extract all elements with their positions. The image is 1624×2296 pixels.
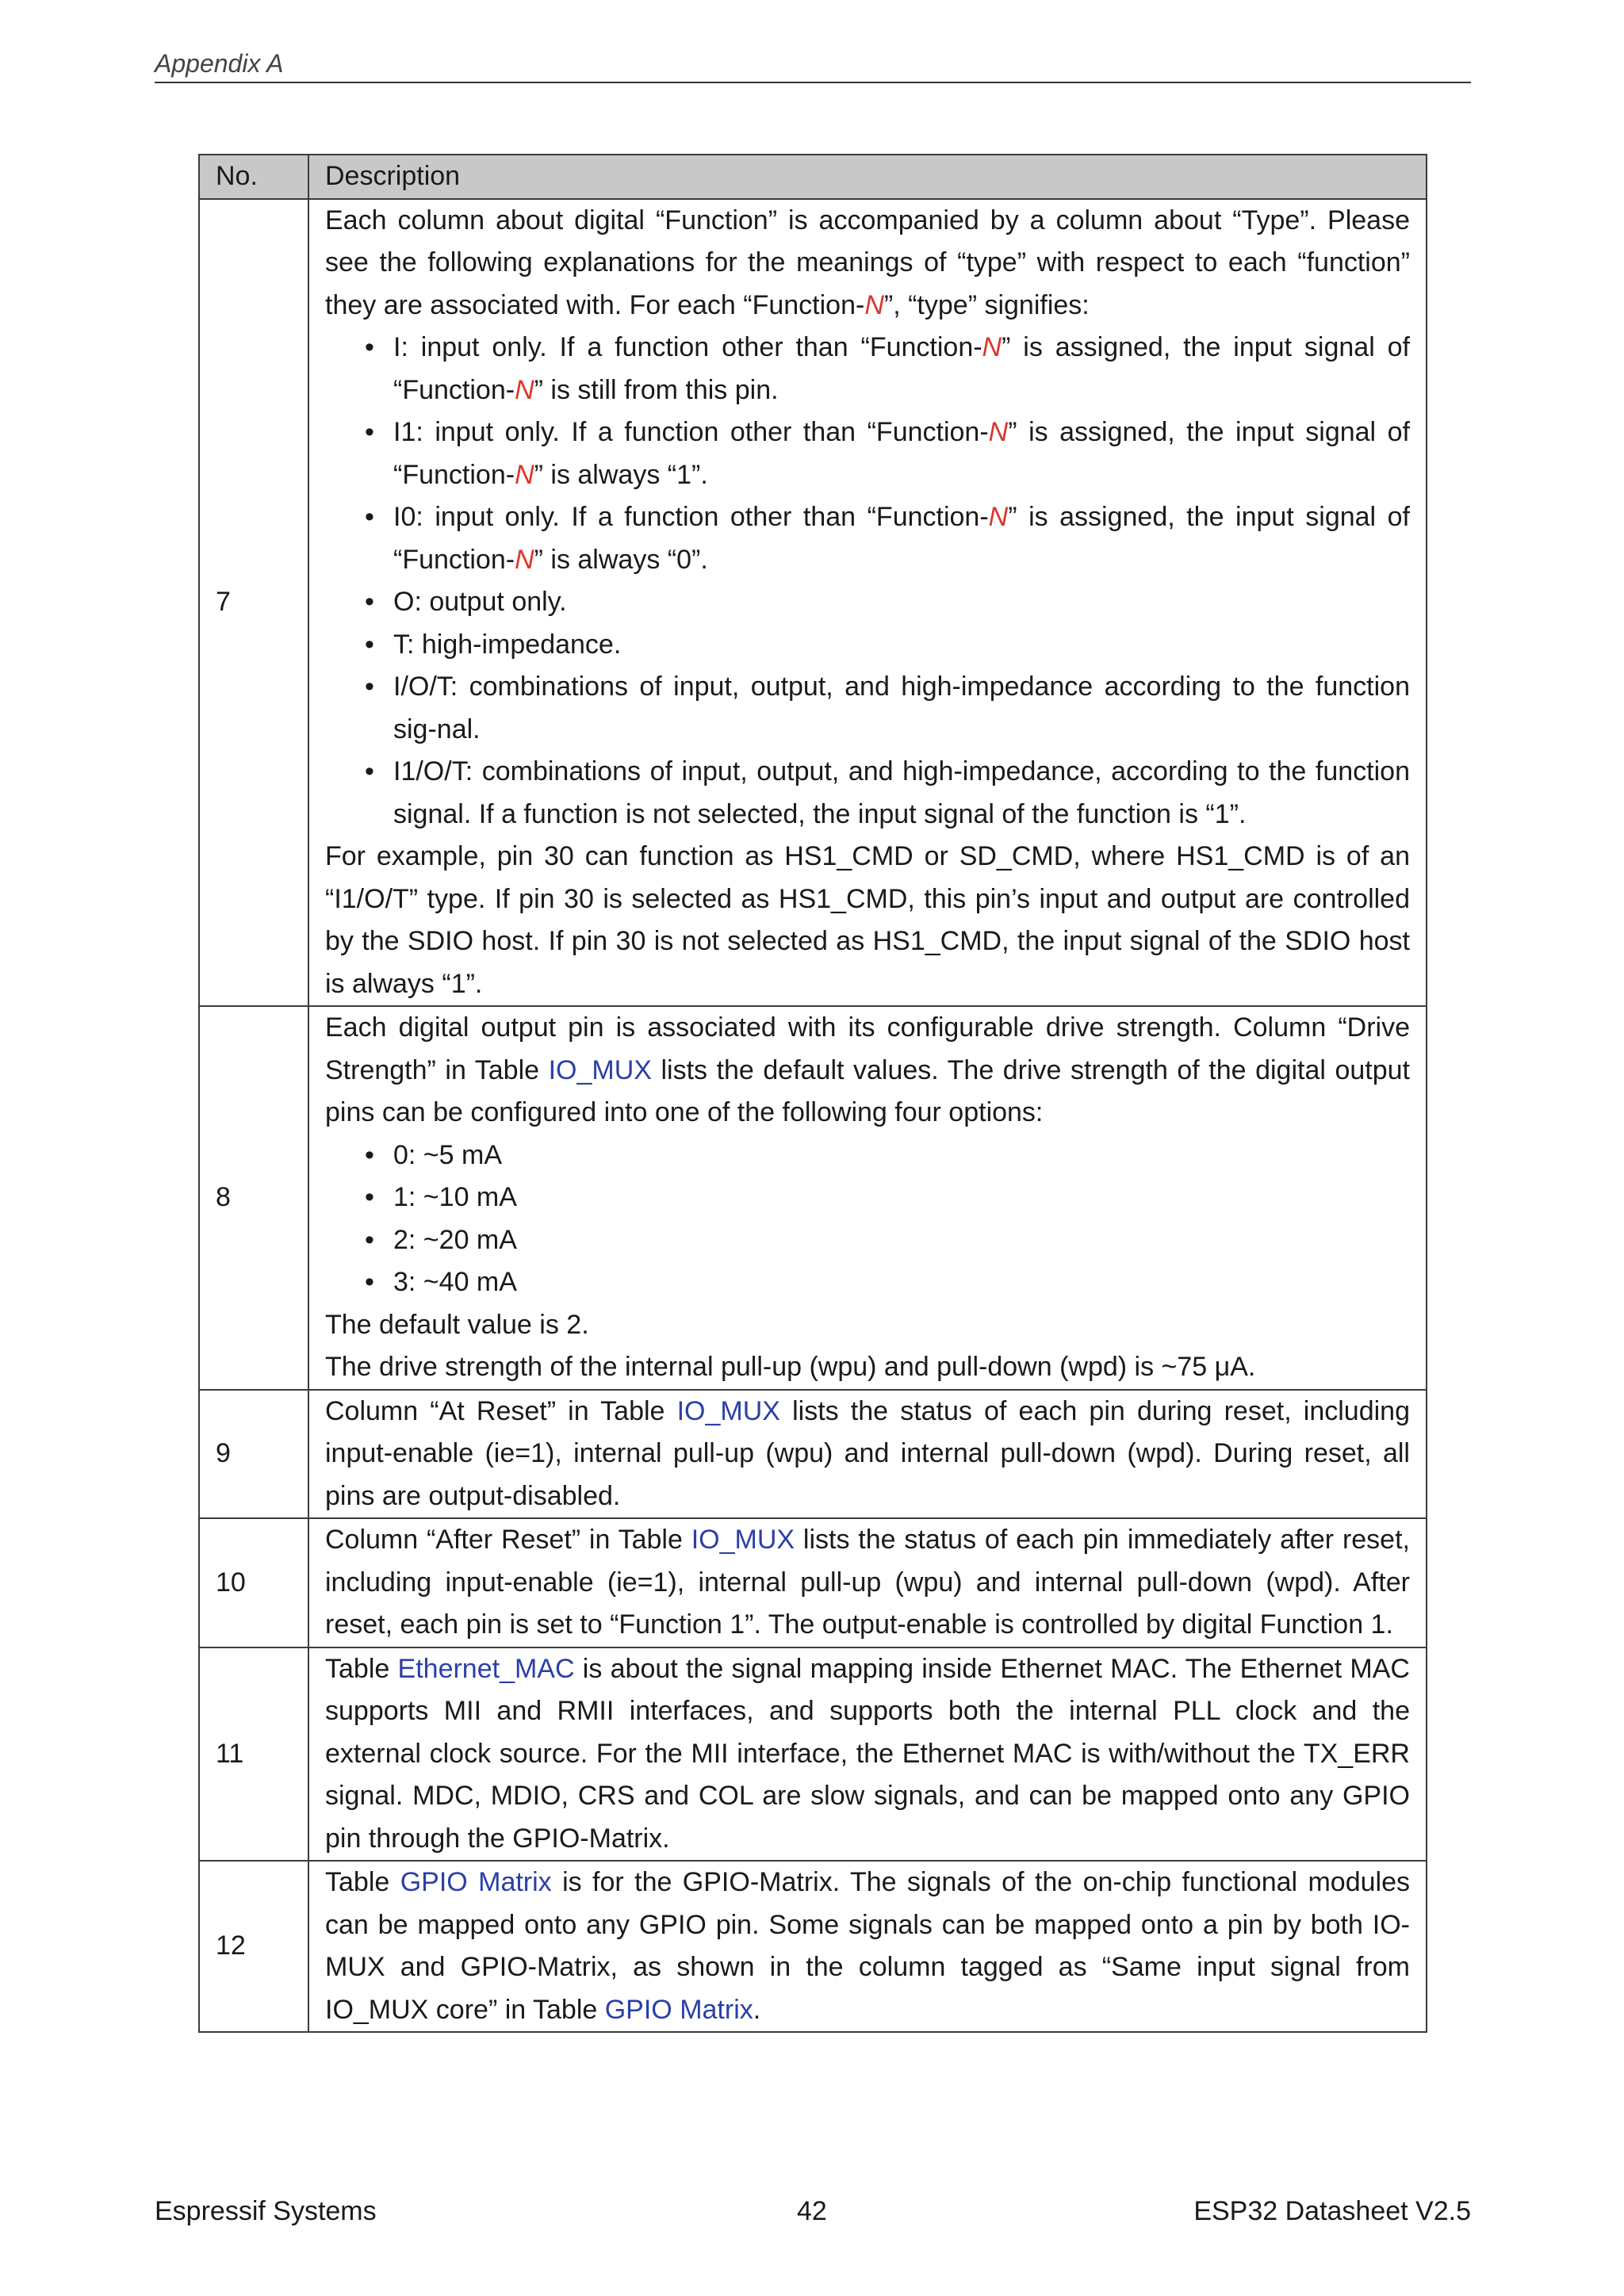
list-item: • 2: ~20 mA xyxy=(325,1219,1410,1262)
table-row xyxy=(199,1518,1427,1647)
table-row xyxy=(199,1861,1427,2032)
list-item: • 0: ~5 mA xyxy=(325,1135,1410,1177)
io-mux-link[interactable]: IO_MUX xyxy=(548,1054,652,1085)
row-number: 12 xyxy=(199,1861,308,2032)
list-item: • I/O/T: combinations of input, output, and high-impedance according to the function sig-nal. xyxy=(325,666,1410,751)
footer-page-number: 42 xyxy=(797,2196,827,2226)
list-item: • I: input only. If a function other than “Function-N” is assigned, the input signal of “Function-N” is still from this pin. xyxy=(325,327,1410,411)
list-item: • I1: input only. If a function other than “Function-N” is assigned, the input signal of “Function-N” is always “1”. xyxy=(325,411,1410,496)
column-header-no: No. xyxy=(199,155,308,199)
row-description: Each digital output pin is associated with its configurable drive strength. Column “Drive Strength” in Table IO_MUX lists the default values. The drive strength of the digital output pins can be configured into one of the following four options: • 0: ~5 mA • 1: ~10 mA • 2: ~20 mA • 3: ~40 mA The default value is 2. The drive strength of the internal pull-up (wpu) and pull-down (wpd) is ~75 μA. xyxy=(308,1006,1427,1390)
table-header-row xyxy=(199,155,1427,199)
list-item: • O: output only. xyxy=(325,581,1410,624)
row-description: Table Ethernet_MAC is about the signal mapping inside Ethernet MAC. The Ethernet MAC supports MII and RMII interfaces, and supports both the internal PLL clock and the external clock source. For the MII interface, the Ethernet MAC is with/without the TX_ERR signal. MDC, MDIO, CRS and COL are slow signals, and can be mapped onto any GPIO pin through the GPIO-Matrix. xyxy=(308,1647,1427,1862)
running-title: Appendix A xyxy=(155,49,284,78)
list-item: • 3: ~40 mA xyxy=(325,1261,1410,1304)
row-description: Column “At Reset” in Table IO_MUX lists the status of each pin during reset, including input-enable (ie=1), internal pull-up (wpu) and internal pull-down (wpd). During reset, all pins are output-disabled. xyxy=(308,1390,1427,1519)
notes-table xyxy=(198,154,1427,2033)
table-row xyxy=(199,1390,1427,1519)
example-paragraph: For example, pin 30 can function as HS1_CMD or SD_CMD, where HS1_CMD is of an “I1/O/T” type. If pin 30 is selected as HS1_CMD, this pin’s input and output are controlled by the SDIO host. If pin 30 is not selected as HS1_CMD, the input signal of the SDIO host is always “1”. xyxy=(325,841,1410,999)
table-row xyxy=(199,1006,1427,1390)
row-description: Column “After Reset” in Table IO_MUX lists the status of each pin immediately after reset, including input-enable (ie=1), internal pull-up (wpu) and internal pull-down (wpd). After reset, each pin is set to “Function 1”. The output-enable is controlled by digital Function 1. xyxy=(308,1518,1427,1647)
io-mux-link[interactable]: IO_MUX xyxy=(691,1525,795,1555)
row-number: 9 xyxy=(199,1390,308,1519)
list-item: • I1/O/T: combinations of input, output, and high-impedance, according to the function signal. If a function is not selected, the input signal of the function is “1”. xyxy=(325,751,1410,836)
footer-company: Espressif Systems xyxy=(155,2196,377,2226)
type-list xyxy=(325,327,1410,836)
row-description: Table GPIO Matrix is for the GPIO-Matrix. The signals of the on-chip functional modules can be mapped onto any GPIO pin. Some signals can be mapped onto a pin by both IO-MUX and GPIO-Matrix, as shown in the column tagged as “Same input signal from IO_MUX core” in Table GPIO Matrix. xyxy=(308,1861,1427,2032)
list-item: • I0: input only. If a function other than “Function-N” is assigned, the input signal of “Function-N” is always “0”. xyxy=(325,496,1410,581)
running-header xyxy=(155,49,1471,83)
ethernet-mac-link[interactable]: Ethernet_MAC xyxy=(397,1653,575,1684)
table-row xyxy=(199,1647,1427,1862)
list-item: • 1: ~10 mA xyxy=(325,1177,1410,1219)
io-mux-link[interactable]: IO_MUX xyxy=(676,1395,780,1426)
row-number: 8 xyxy=(199,1006,308,1390)
row-description: Each column about digital “Function” is accompanied by a column about “Type”. Please see the following explanations for the meanings of “type” with respect to each “function” they are associated with. For each “Function-N”, “type” signifies: • I: input only. If a function other than “Function-N” is assigned, the input signal of “Function-N” is still from this pin. • I1: input only. If a function other than “Function-N” is assigned, the input signal of “Function-N” is always “1”. • I0: input only. If a function other than “Function-N” is assigned, the input signal of “Function-N” is always “0”. • O: output only. • T: high-impedance. • I/O/T: combinations of input, output, and high-impedance according to the function sig-nal. • I1/O/T: combinations of input, output, and high-impedance, according to the function signal. If a function is not selected, the input signal of the function is “1”. For example, pin 30 can function as HS1_CMD or SD_CMD, where HS1_CMD is of an “I1/O/T” type. If pin 30 is selected as HS1_CMD, this pin’s input and output are controlled by the SDIO host. If pin 30 is not selected as HS1_CMD, the input signal of the SDIO host is always “1”. xyxy=(308,199,1427,1007)
row-number: 10 xyxy=(199,1518,308,1647)
column-header-description: Description xyxy=(308,155,1427,199)
table-row xyxy=(199,199,1427,1007)
gpio-matrix-link[interactable]: GPIO Matrix xyxy=(604,1994,753,2025)
gpio-matrix-link[interactable]: GPIO Matrix xyxy=(400,1867,552,1897)
row-number: 11 xyxy=(199,1647,308,1862)
drive-strength-list xyxy=(325,1135,1410,1304)
footer-document-title: ESP32 Datasheet V2.5 xyxy=(1193,2196,1471,2226)
row-number: 7 xyxy=(199,199,308,1007)
list-item: • T: high-impedance. xyxy=(325,624,1410,667)
